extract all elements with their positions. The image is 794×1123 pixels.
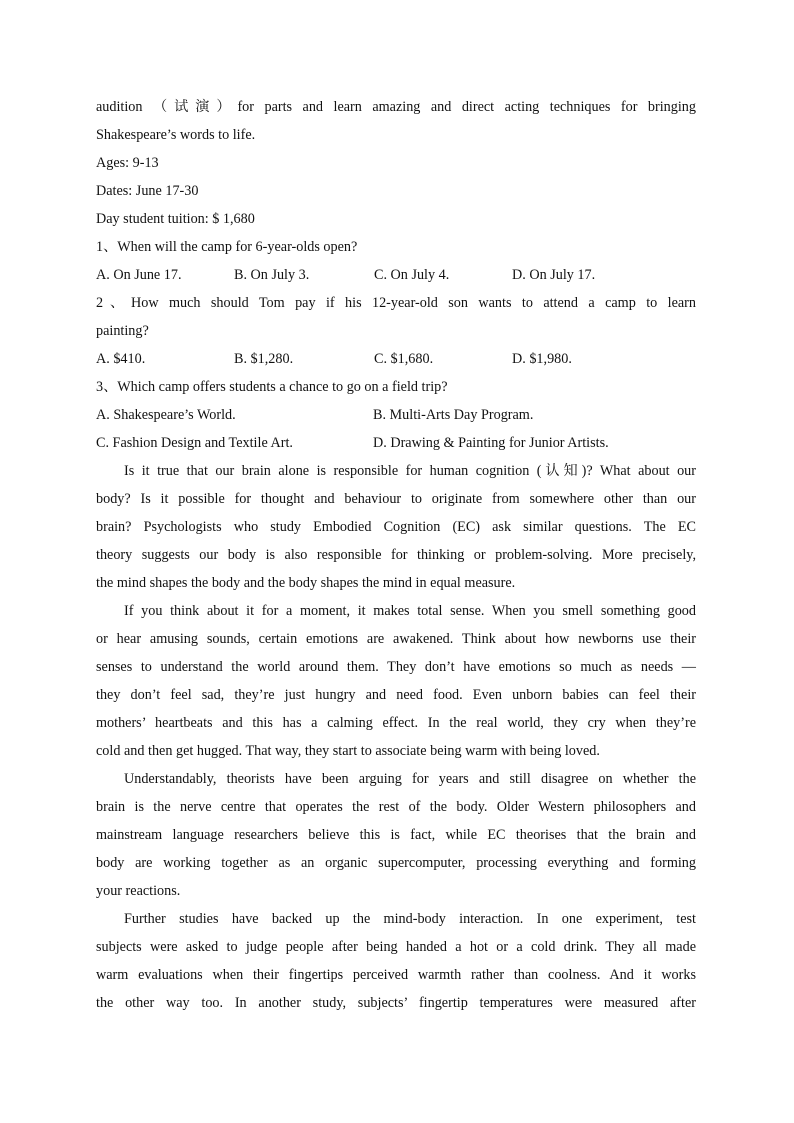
- question-1-stem: 1、When will the camp for 6-year-olds open?: [96, 239, 358, 255]
- paragraph-line: theory suggests our body is also responsible for thinking or problem-solving. More precisely,: [96, 547, 696, 563]
- intro-line-1: audition （试演）for parts and learn amazing and direct acting techniques for bringing: [96, 99, 696, 115]
- question-3-options-row-2: [96, 429, 696, 457]
- option-d: D. On July 17.: [512, 267, 596, 283]
- question-2-stem-line-1: 2、How much should Tom pay if his 12-year-old son wants to attend a camp to learn: [96, 295, 696, 311]
- option-a: A. On June 17.: [96, 267, 182, 283]
- camp-tuition: Day student tuition: $ 1,680: [96, 211, 255, 227]
- passage-paragraph-4: [96, 905, 696, 1017]
- document-page: [96, 93, 696, 1017]
- passage-paragraph-1: [96, 457, 696, 597]
- paragraph-line: Understandably, theorists have been arguing for years and still disagree on whether the: [124, 771, 696, 787]
- option-c: C. On July 4.: [374, 267, 450, 283]
- option-b: B. On July 3.: [234, 267, 310, 283]
- paragraph-line: Is it true that our brain alone is responsible for human cognition (认知)? What about our: [124, 463, 696, 479]
- option-c: C. Fashion Design and Textile Art.: [96, 435, 293, 451]
- question-3-stem: 3、Which camp offers students a chance to go on a field trip?: [96, 379, 448, 395]
- paragraph-line: or hear amusing sounds, certain emotions are awakened. Think about how newborns use their: [96, 631, 696, 647]
- option-a: A. $410.: [96, 351, 146, 367]
- paragraph-line: subjects were asked to judge people after being handed a hot or a cold drink. They all made: [96, 939, 696, 955]
- paragraph-line: body are working together as an organic supercomputer, processing everything and forming: [96, 855, 696, 871]
- paragraph-line: brain is the nerve centre that operates the rest of the body. Older Western philosophers and: [96, 799, 696, 815]
- question-2-options: [96, 345, 696, 373]
- paragraph-line: cold and then get hugged. That way, they start to associate being warm with being loved.: [96, 743, 600, 759]
- paragraph-line: mainstream language researchers believe this is fact, while EC theorises that the brain and: [96, 827, 696, 843]
- paragraph-line: warm evaluations when their fingertips perceived warmth rather than coolness. And it works: [96, 967, 696, 983]
- paragraph-line: the mind shapes the body and the body shapes the mind in equal measure.: [96, 575, 516, 591]
- option-d: D. $1,980.: [512, 351, 572, 367]
- passage-paragraph-2: [96, 597, 696, 765]
- paragraph-line: they don’t feel sad, they’re just hungry and need food. Even unborn babies can feel their: [96, 687, 696, 703]
- question-1-options: [96, 261, 696, 289]
- paragraph-line: Further studies have backed up the mind-body interaction. In one experiment, test: [124, 911, 696, 927]
- option-c: C. $1,680.: [374, 351, 434, 367]
- option-b: B. $1,280.: [234, 351, 294, 367]
- paragraph-line: If you think about it for a moment, it makes total sense. When you smell something good: [124, 603, 696, 619]
- question-2-stem-line-2: painting?: [96, 323, 149, 339]
- paragraph-line: senses to understand the world around them. They don’t have emotions so much as needs —: [96, 659, 696, 675]
- passage-paragraph-3: [96, 765, 696, 905]
- paragraph-line: brain? Psychologists who study Embodied Cognition (EC) ask similar questions. The EC: [96, 519, 696, 535]
- paragraph-line: mothers’ heartbeats and this has a calming effect. In the real world, they cry when they’re: [96, 715, 696, 731]
- option-b: B. Multi-Arts Day Program.: [373, 407, 534, 423]
- option-a: A. Shakespeare’s World.: [96, 407, 236, 423]
- question-3-options-row-1: [96, 401, 696, 429]
- paragraph-line: your reactions.: [96, 883, 181, 899]
- option-d: D. Drawing & Painting for Junior Artists.: [373, 435, 609, 451]
- paragraph-line: body? Is it possible for thought and behaviour to originate from somewhere other than our: [96, 491, 696, 507]
- camp-dates: Dates: June 17-30: [96, 183, 199, 199]
- camp-ages: Ages: 9-13: [96, 155, 159, 171]
- intro-line-2: Shakespeare’s words to life.: [96, 127, 256, 143]
- paragraph-line: the other way too. In another study, subjects’ fingertip temperatures were measured after: [96, 995, 696, 1011]
